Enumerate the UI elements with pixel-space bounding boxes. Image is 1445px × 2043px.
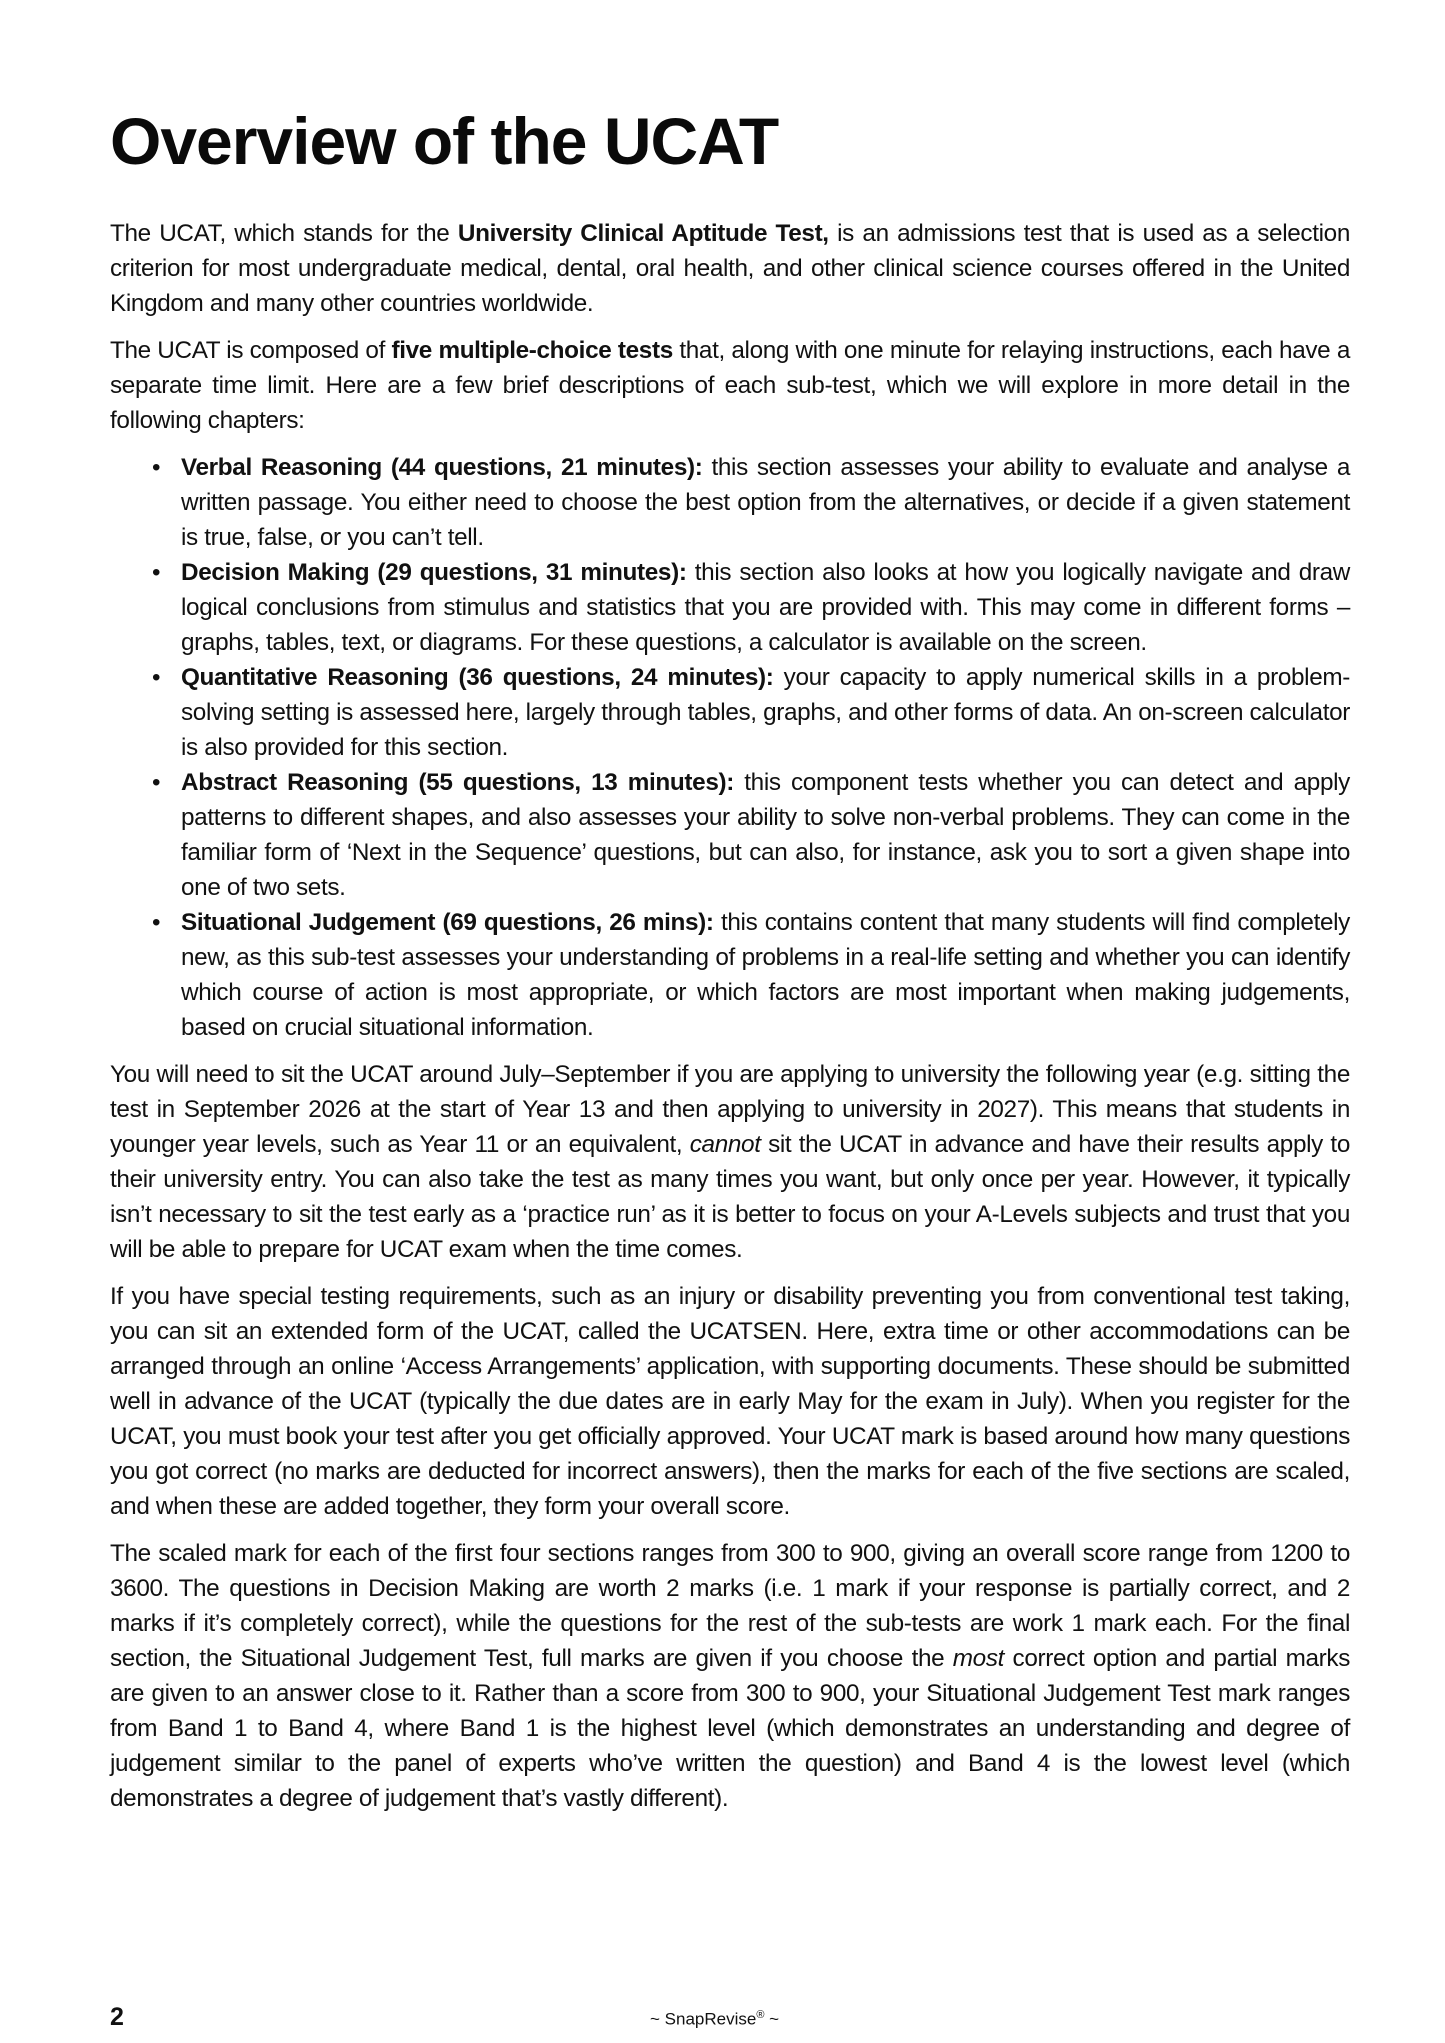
subtest-description: this component tests whether you can detect and apply patterns to different shapes, and also assesses your ability to solve non-verbal problems. They can come in the familiar form of ‘Next in the Sequence’ questions, but can also, for instance, ask you to sort a given shape into one of two sets. [181, 769, 1350, 901]
brand-footer: ~ SnapRevise® ~ [650, 2009, 780, 2029]
subtest-list [110, 450, 1350, 1045]
cannot-emphasis: cannot [689, 1131, 761, 1158]
subtest-heading: Situational Judgement (69 questions, 26 mins): [181, 909, 714, 936]
list-item [110, 765, 1350, 905]
bullet-icon: • [152, 909, 161, 936]
brand-name: ~ SnapRevise [650, 2009, 757, 2029]
intro-paragraph: The UCAT, which stands for the University Clinical Aptitude Test, is an admissions test that is used as a selection criterion for most undergraduate medical, dental, oral health, and other clinical science courses offered in the United Kingdom and many other countries worldwide. [110, 220, 1351, 317]
subtest-heading: Abstract Reasoning (55 questions, 13 minutes): [181, 769, 734, 796]
bullet-icon: • [152, 559, 161, 586]
subtest-heading: Verbal Reasoning (44 questions, 21 minutes): [181, 454, 703, 481]
registered-mark-icon: ® [756, 2009, 765, 2021]
body-content [110, 216, 1350, 1828]
ucat-full-name: University Clinical Aptitude Test, [457, 220, 829, 247]
list-item [110, 450, 1350, 555]
special-requirements-paragraph: If you have special testing requirements, such as an injury or disability preventing you from conventional test taking, you can sit an extended form of the UCAT, called the UCATSEN. Here, extra time or other accommodations can be arranged through an online ‘Access Arrangements’ application, with supporting documents. These should be submitted well in advance of the UCAT (typically the due dates are in early May for the exam in July). When you register for the UCAT, you must book your test after you get officially approved. Your UCAT mark is based around how many questions you got correct (no marks are deducted for incorrect answers), then the marks for each of the five sections are scaled, and when these are added together, they form your overall score. [110, 1283, 1350, 1520]
subtest-heading: Quantitative Reasoning (36 questions, 24 minutes): [181, 664, 774, 691]
subtest-description: this section assesses your ability to evaluate and analyse a written passage. You either need to choose the best option from the alternatives, or decide if a given statement is true, false, or you can’t tell. [181, 454, 1350, 551]
subtest-description: this contains content that many students will find completely new, as this sub-test assesses your understanding of problems in a real-life setting and whether you can identify which course of action is most appropriate, or which factors are most important when making judgements, based on crucial situational information. [181, 909, 1350, 1041]
subtest-description: this section also looks at how you logically navigate and draw logical conclusions from stimulus and statistics that you are provided with. This may come in different forms – graphs, tables, text, or diagrams. For these questions, a calculator is available on the screen. [181, 559, 1350, 656]
page-title: Overview of the UCAT [110, 104, 779, 178]
timing-paragraph: You will need to sit the UCAT around July–September if you are applying to university the following year (e.g. sitting the test in September 2026 at the start of Year 13 and then applying to university in 2027). This means that students in younger year levels, such as Year 11 or an equivalent, cannot sit the UCAT in advance and have their results apply to their university entry. You can also take the test as many times you want, but only once per year. However, it typically isn’t necessary to sit the test early as a ‘practice run’ as it is better to focus on your A-Levels subjects and trust that you will be able to prepare for UCAT exam when the time comes. [110, 1061, 1350, 1263]
bullet-icon: • [152, 664, 161, 691]
bullet-icon: • [152, 769, 161, 796]
composition-paragraph: The UCAT is composed of five multiple-choice tests that, along with one minute for relaying instructions, each have a separate time limit. Here are a few brief descriptions of each sub-test, which we will explore in more detail in the following chapters: [110, 337, 1350, 434]
list-item [110, 555, 1350, 660]
list-item [110, 660, 1350, 765]
scoring-paragraph: The scaled mark for each of the first four sections ranges from 300 to 900, giving an overall score range from 1200 to 3600. The questions in Decision Making are worth 2 marks (i.e. 1 mark if your response is partially correct, and 2 marks if it’s completely correct), while the questions for the rest of the sub-tests are work 1 mark each. For the final section, the Situational Judgement Test, full marks are given if you choose the most correct option and partial marks are given to an answer close to it. Rather than a score from 300 to 900, your Situational Judgement Test mark ranges from Band 1 to Band 4, where Band 1 is the highest level (which demonstrates an understanding and degree of judgement similar to the panel of experts who’ve written the question) and Band 4 is the lowest level (which demonstrates a degree of judgement that’s vastly different). [110, 1540, 1351, 1812]
most-emphasis: most [952, 1645, 1005, 1672]
page-number: 2 [110, 2003, 124, 2031]
list-item [110, 905, 1350, 1045]
subtest-description: your capacity to apply numerical skills in a problem-solving setting is assessed here, largely through tables, graphs, and other forms of data. An on-screen calculator is also provided for this section. [181, 664, 1350, 761]
five-tests-emphasis: five multiple-choice tests [391, 337, 673, 364]
bullet-icon: • [152, 454, 161, 481]
subtest-heading: Decision Making (29 questions, 31 minutes): [181, 559, 687, 586]
